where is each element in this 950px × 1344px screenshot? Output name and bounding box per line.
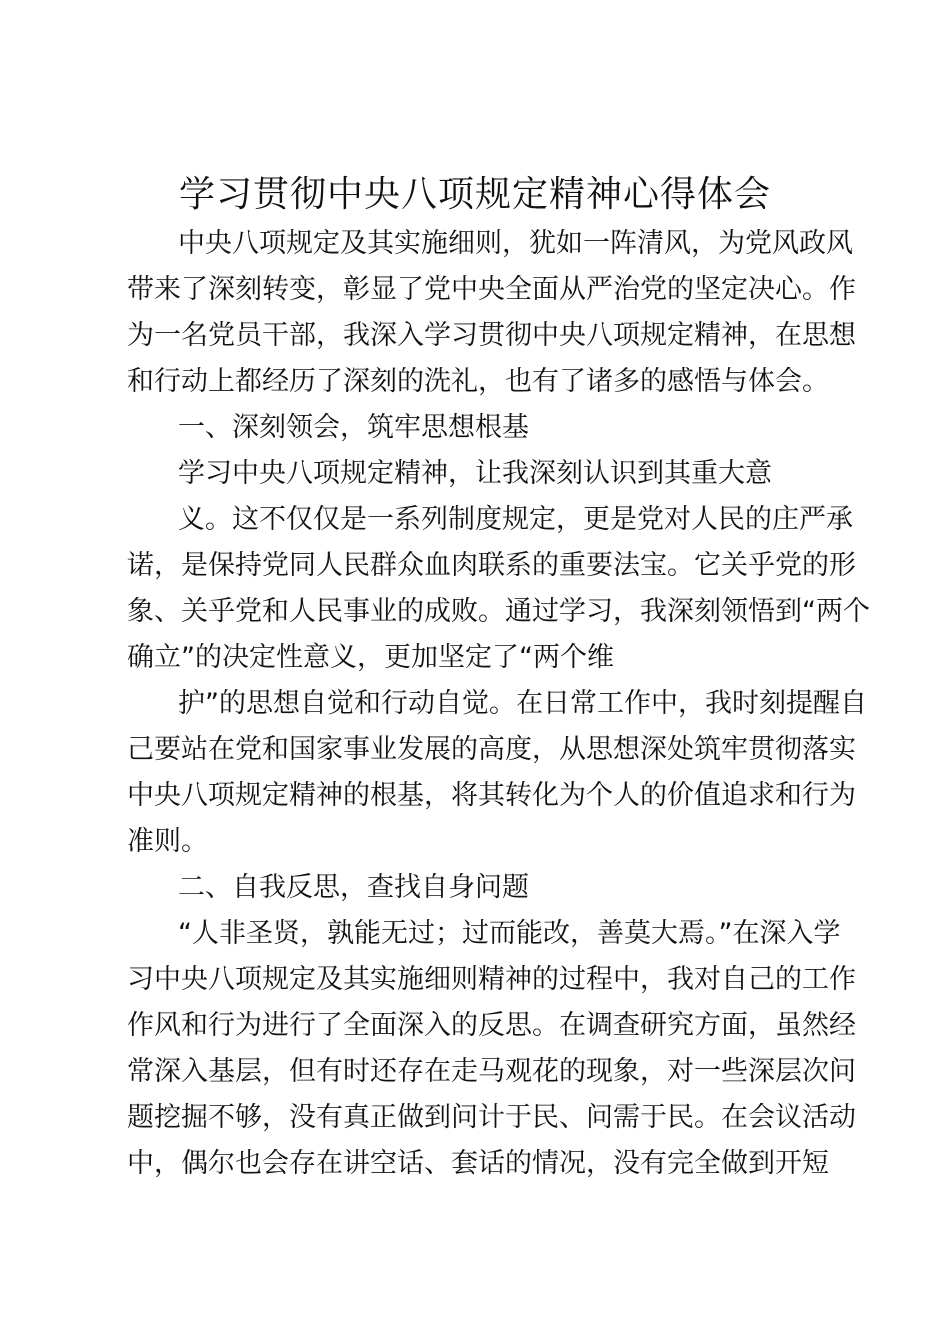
paragraph-line: 作风和行为进行了全面深入的反思。在调查研究方面，虽然经 [127,1010,856,1041]
paragraph-line: 中，偶尔也会存在讲空话、套话的情况，没有完全做到开短 [127,1148,829,1179]
paragraph-line: 准则。 [127,826,208,857]
paragraph-line: 诺，是保持党同人民群众血肉联系的重要法宝。它关乎党的形 [127,550,856,581]
paragraph-line: 学习中央八项规定精神，让我深刻认识到其重大意 [178,458,772,489]
paragraph-line: 习中央八项规定及其实施细则精神的过程中，我对自己的工作 [127,964,856,995]
paragraph-line: 常深入基层，但有时还存在走马观花的现象，对一些深层次问 [127,1056,856,1087]
paragraph-line: 义。这不仅仅是一系列制度规定，更是党对人民的庄严承 [178,504,853,535]
paragraph-line: “人非圣贤，孰能无过；过而能改，善莫大焉。”在深入学 [178,918,841,949]
paragraph-line: 象、关乎党和人民事业的成败。通过学习，我深刻领悟到“两个 [127,596,870,627]
paragraph-line: 确立”的决定性意义，更加坚定了“两个维 [127,642,614,673]
paragraph-line: 题挖掘不够，没有真正做到问计于民、问需于民。在会议活动 [127,1102,856,1133]
paragraph-line: 中央八项规定精神的根基，将其转化为个人的价值追求和行为 [127,780,856,811]
section-heading: 一、深刻领会，筑牢思想根基 [178,412,529,443]
paragraph-line: 护”的思想自觉和行动自觉。在日常工作中，我时刻提醒自 [178,688,867,719]
document-title: 学习贯彻中央八项规定精神心得体会 [178,174,771,215]
paragraph-line: 为一名党员干部，我深入学习贯彻中央八项规定精神，在思想 [127,320,856,351]
paragraph-line: 己要站在党和国家事业发展的高度，从思想深处筑牢贯彻落实 [127,734,856,765]
paragraph-line: 带来了深刻转变，彰显了党中央全面从严治党的坚定决心。作 [127,274,856,305]
paragraph-line: 中央八项规定及其实施细则，犹如一阵清风，为党风政风 [178,228,853,259]
paragraph-line: 和行动上都经历了深刻的洗礼，也有了诸多的感悟与体会。 [127,366,829,397]
section-heading: 二、自我反思，查找自身问题 [178,872,529,903]
